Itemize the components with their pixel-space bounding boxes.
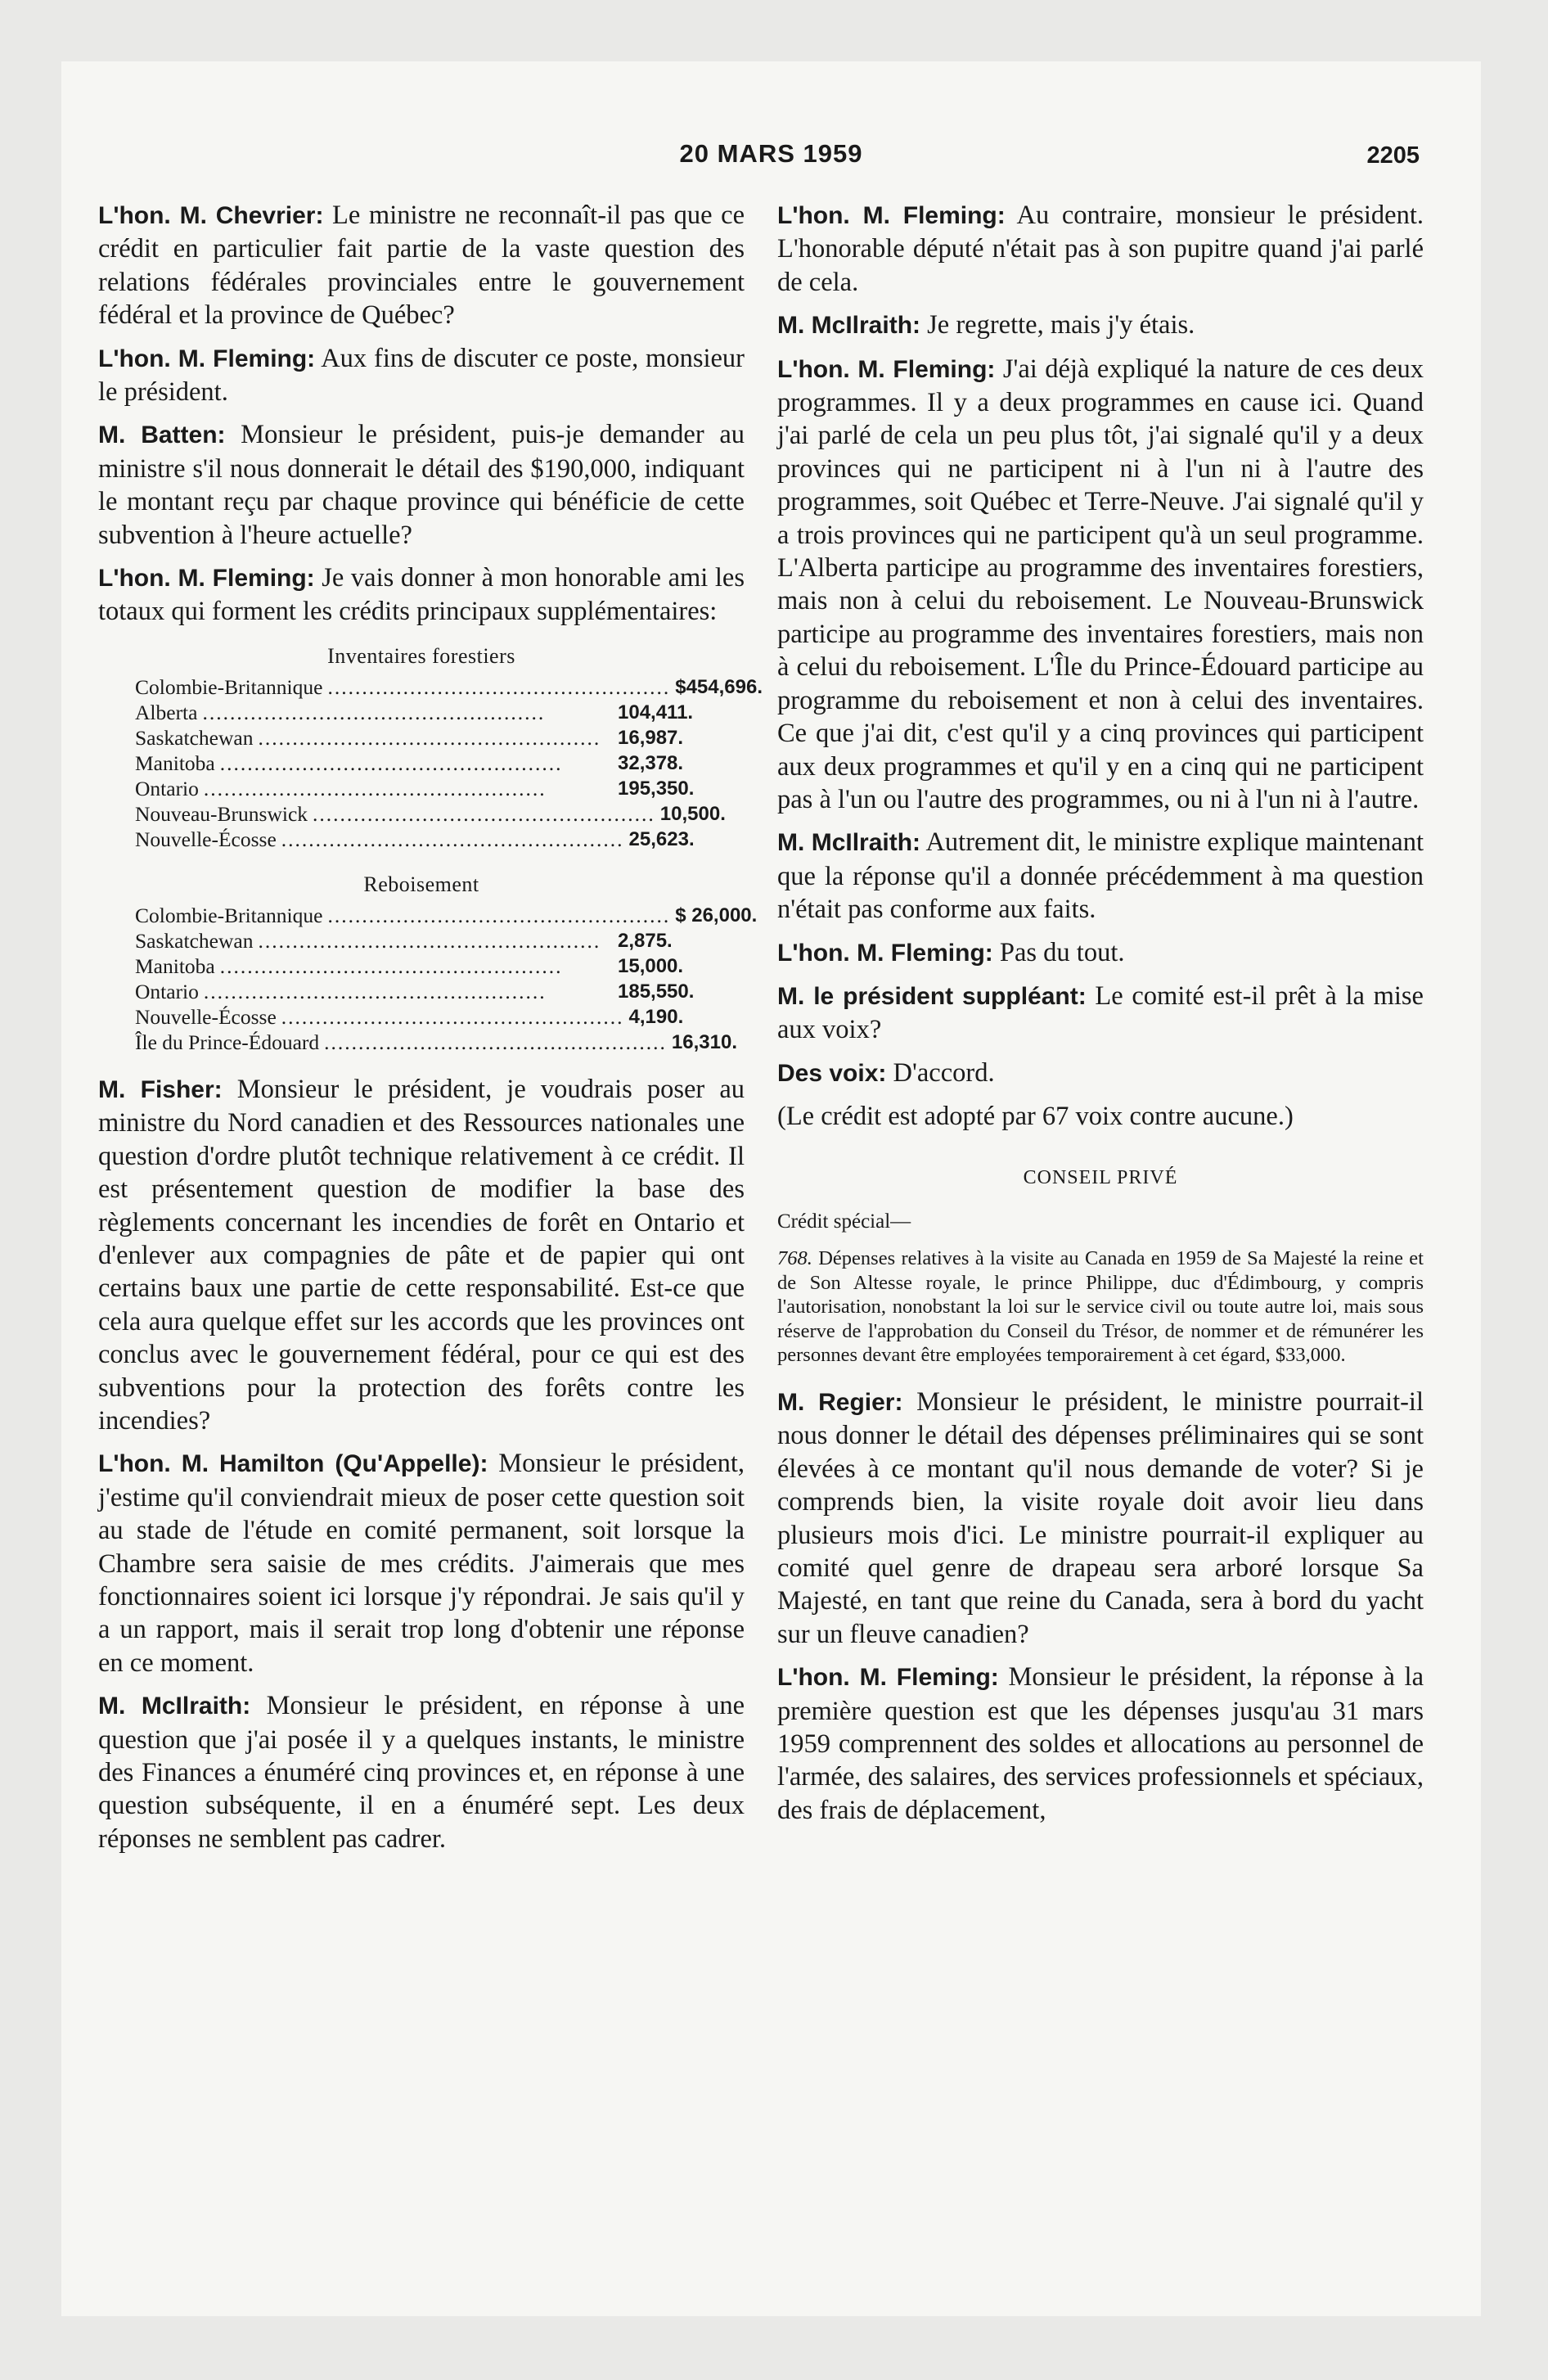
page-number: 2205 [1366, 142, 1420, 169]
paragraph [777, 1057, 1424, 1090]
table-row [135, 979, 716, 1004]
row-value: 32,378. [618, 751, 684, 774]
row-label: Nouvelle-Écosse [135, 827, 277, 851]
leader-dots: .................................................. [327, 903, 671, 927]
row-value: $454,696. [675, 675, 763, 698]
paragraph [777, 309, 1424, 342]
speech-text: Monsieur le président, puis-je demander au ministre s'il nous donnerait le détail des $190,000, indiquant le montant reçu par chaque province qui bénéficie de cette subvention à l'heure actuelle? [98, 420, 745, 550]
paragraph [777, 826, 1424, 926]
table-row [135, 751, 716, 776]
leader-dots: .................................................. [202, 700, 546, 724]
speaker-name: L'hon. M. Hamilton (Qu'Appelle): [98, 1450, 488, 1478]
speaker-name: L'hon. M. Fleming: [777, 939, 993, 967]
table-title: Inventaires forestiers [327, 643, 515, 668]
speech-text: D'accord. [886, 1057, 995, 1088]
table-row [135, 903, 758, 928]
speaker-name: M. McIlraith: [777, 829, 921, 857]
table-row [135, 674, 763, 700]
vote-number: 768. [777, 1247, 812, 1270]
row-value: 16,987. [618, 726, 684, 749]
row-value: 4,190. [628, 1005, 684, 1028]
page-date: 20 MARS 1959 [679, 139, 863, 168]
row-value: 16,310. [671, 1030, 737, 1053]
speaker-name: M. le président suppléant: [777, 982, 1087, 1010]
leader-dots: .................................................. [313, 801, 655, 826]
speaker-name: M. Batten: [98, 421, 226, 449]
leader-dots: .................................................. [203, 979, 547, 1003]
table-row [135, 827, 716, 852]
vote-label: Crédit spécial— [777, 1210, 911, 1233]
speaker-name: M. Fisher: [98, 1075, 223, 1103]
table-row [135, 700, 716, 725]
table-row [135, 801, 726, 827]
speaker-name: M. McIlraith: [777, 312, 921, 340]
paragraph [777, 1386, 1424, 1651]
row-label: Saskatchewan [135, 725, 254, 750]
leader-dots: .................................................. [281, 827, 624, 851]
leader-dots: .................................................. [258, 928, 601, 953]
speech-text: Monsieur le président, j'estime qu'il conviendrait mieux de poser cette question soit au stade de l'étude en comité permanent, soit lorsque la Chambre sera saisie de mes crédits. J'aimerais que mes fonctionnaires soient ici lorsque j'y répondrai. Je sais qu'il y a un rapport, mais il serait trop long d'obtenir une réponse en ce moment. [98, 1449, 745, 1678]
speaker-name: L'hon. M. Chevrier: [98, 202, 324, 229]
paragraph [777, 980, 1424, 1047]
procedural-note: (Le crédit est adopté par 67 voix contre aucune.) [777, 1102, 1294, 1132]
leader-dots: .................................................. [258, 725, 601, 750]
row-label: Ontario [135, 979, 199, 1003]
speaker-name: L'hon. M. Fleming: [777, 202, 1006, 229]
speech-text: Monsieur le président, la réponse à la première question est que les dépenses jusqu'au 31 mars 1959 comprennent des soldes et allocations au personnel de l'armée, des salaires, des services professionnels et spéciaux, des frais de déplacement, [777, 1662, 1424, 1825]
leader-dots: .................................................. [203, 776, 547, 800]
paragraph [98, 342, 745, 409]
row-value: 104,411. [618, 701, 694, 723]
row-label: Colombie-Britannique [135, 674, 323, 699]
hansard-page [61, 61, 1481, 2316]
paragraph [777, 936, 1424, 970]
leader-dots: .................................................. [281, 1004, 624, 1029]
row-value: 2,875. [618, 929, 673, 952]
paragraph [98, 1689, 745, 1855]
row-label: Île du Prince-Édouard [135, 1030, 320, 1054]
speech-text: Aux fins de discuter ce poste, monsieur le président. [98, 343, 745, 408]
speech-text: Le ministre ne reconnaît-il pas que ce crédit en particulier fait partie de la vaste question des relations fédérales provinciales entre le gouvernement fédéral et la province de Québec? [98, 201, 745, 331]
paragraph [98, 1447, 745, 1679]
paragraph [777, 353, 1424, 817]
paragraph [98, 418, 745, 552]
speech-text: J'ai déjà expliqué la nature de ces deux programmes. Il y a deux programmes en cause ici. Quand j'ai parlé de cela un peu plus tôt, j'ai signalé qu'il y a deux provinces qui ne participent ni à l'un ni à l'autre des programmes, soit Québec et Terre-Neuve. J'ai signalé qu'il y a trois provinces qui ne participent qu'à un seul programme. L'Alberta participe au programme des inventaires forestiers, mais non à celui du reboisement. Le Nouveau-Brunswick participe au programme des inventaires forestiers, mais non à celui du reboisement. L'Île du Prince-Édouard participe au programme du reboisement et non à celui des inventaires. Ce que j'ai dit, c'est qu'il y a cinq provinces qui participent aux deux programmes et qu'il y en a cinq qui ne participent pas à l'un ou l'autre des programmes, ou ni à l'un ni à l'autre. [777, 354, 1424, 814]
row-value: 10,500. [659, 802, 726, 825]
row-label: Nouveau-Brunswick [135, 801, 308, 826]
leader-dots: .................................................. [219, 751, 563, 775]
leader-dots: .................................................. [219, 953, 563, 978]
speaker-name: M. McIlraith: [98, 1693, 251, 1720]
speech-text: Pas du tout. [992, 937, 1125, 967]
leader-dots: .................................................. [327, 674, 671, 699]
left-column [98, 199, 763, 1865]
row-value: 185,550. [618, 980, 695, 1003]
page-header [61, 139, 1481, 188]
vote-text: Dépenses relatives à la visite au Canada en 1959 de Sa Majesté la reine et de Son Altesse royale, le prince Philippe, duc d'Édimbourg, y compris l'autorisation, nonobstant la loi sur le service civil ou toute autre loi, mais sous réserve de l'approbation du Conseil du Trésor, de nommer et de rémunérer les personnes devant être employées temporairement à cet égard, $33,000. [777, 1247, 1424, 1367]
paragraph [777, 199, 1424, 299]
row-label: Alberta [135, 700, 198, 724]
right-column [777, 199, 1424, 1837]
table-title: Reboisement [363, 872, 479, 896]
table-row [135, 928, 716, 953]
table-row [135, 725, 716, 751]
speaker-name: L'hon. M. Fleming: [777, 355, 996, 383]
table-row [135, 1030, 737, 1055]
paragraph [98, 561, 745, 629]
row-label: Manitoba [135, 953, 215, 978]
section-title: CONSEIL PRIVÉ [1023, 1166, 1178, 1188]
row-label: Nouvelle-Écosse [135, 1004, 277, 1029]
leader-dots: .................................................. [324, 1030, 667, 1054]
paragraph [98, 199, 745, 332]
speaker-name: L'hon. M. Fleming: [777, 1664, 999, 1692]
row-label: Saskatchewan [135, 928, 254, 953]
row-label: Colombie-Britannique [135, 903, 323, 927]
table-reboisement [98, 870, 758, 1055]
speaker-name: L'hon. M. Fleming: [98, 345, 316, 372]
table-inventaires [98, 642, 763, 852]
row-value: $ 26,000. [675, 904, 758, 926]
speech-text: Je vais donner à mon honorable ami les totaux qui forment les crédits principaux supplémentaires: [98, 563, 745, 627]
vote-item [777, 1246, 1424, 1368]
paragraph [98, 1073, 745, 1437]
row-value: 25,623. [628, 827, 695, 850]
speech-text: Monsieur le président, en réponse à une question que j'ai posée il y a quelques instants, le ministre des Finances a énuméré cinq provinces et, en réponse à une question subséquente, il en a énuméré sept. Les deux réponses ne semblent pas cadrer. [98, 1691, 745, 1854]
table-row [135, 953, 716, 979]
table-row [135, 776, 716, 801]
speech-text: Monsieur le président, le ministre pourrait-il nous donner le détail des dépenses préliminaires qui se sont élevées à ce montant qu'il nous demande de voter? Si je comprends bien, la visite royale doit avoir lieu dans plusieurs mois d'ici. Le ministre pourrait-il expliquer au comité quel genre de drapeau sera arboré lorsque Sa Majesté, en tant que reine du Canada, sera à bord du yacht sur un fleuve canadien? [777, 1386, 1424, 1649]
row-value: 195,350. [618, 777, 695, 800]
table-row [135, 1004, 716, 1030]
speech-text: Le comité est-il prêt à la mise aux voix? [777, 980, 1424, 1045]
speaker-name: Des voix: [777, 1059, 887, 1087]
row-value: 15,000. [618, 954, 684, 977]
row-label: Manitoba [135, 751, 215, 775]
speech-text: Je regrette, mais j'y étais. [920, 310, 1195, 340]
speaker-name: L'hon. M. Fleming: [98, 565, 315, 593]
speech-text: Autrement dit, le ministre explique maintenant que la réponse qu'il a donnée précédemment à ma question n'était pas conforme aux faits. [777, 827, 1424, 925]
speech-text: Monsieur le président, je voudrais poser au ministre du Nord canadien et des Ressources nationales une question d'ordre plutôt technique relativement à ce crédit. Il est présentement question de modifier la base des règlements concernant les incendies de forêt en Ontario et d'enlever aux compagnies de pâte et de papier qui ont certains baux une partie de cette responsabilité. Est-ce que cela aura quelque effet sur les accords que les provinces ont conclus avec le gouvernement fédéral, pour ce qui est des subventions pour la protection des forêts contre les incendies? [98, 1074, 745, 1436]
speaker-name: M. Regier: [777, 1388, 903, 1416]
row-label: Ontario [135, 776, 199, 800]
paragraph [777, 1661, 1424, 1827]
speech-text: Au contraire, monsieur le président. L'honorable député n'était pas à son pupitre quand j'ai parlé de cela. [777, 201, 1424, 297]
